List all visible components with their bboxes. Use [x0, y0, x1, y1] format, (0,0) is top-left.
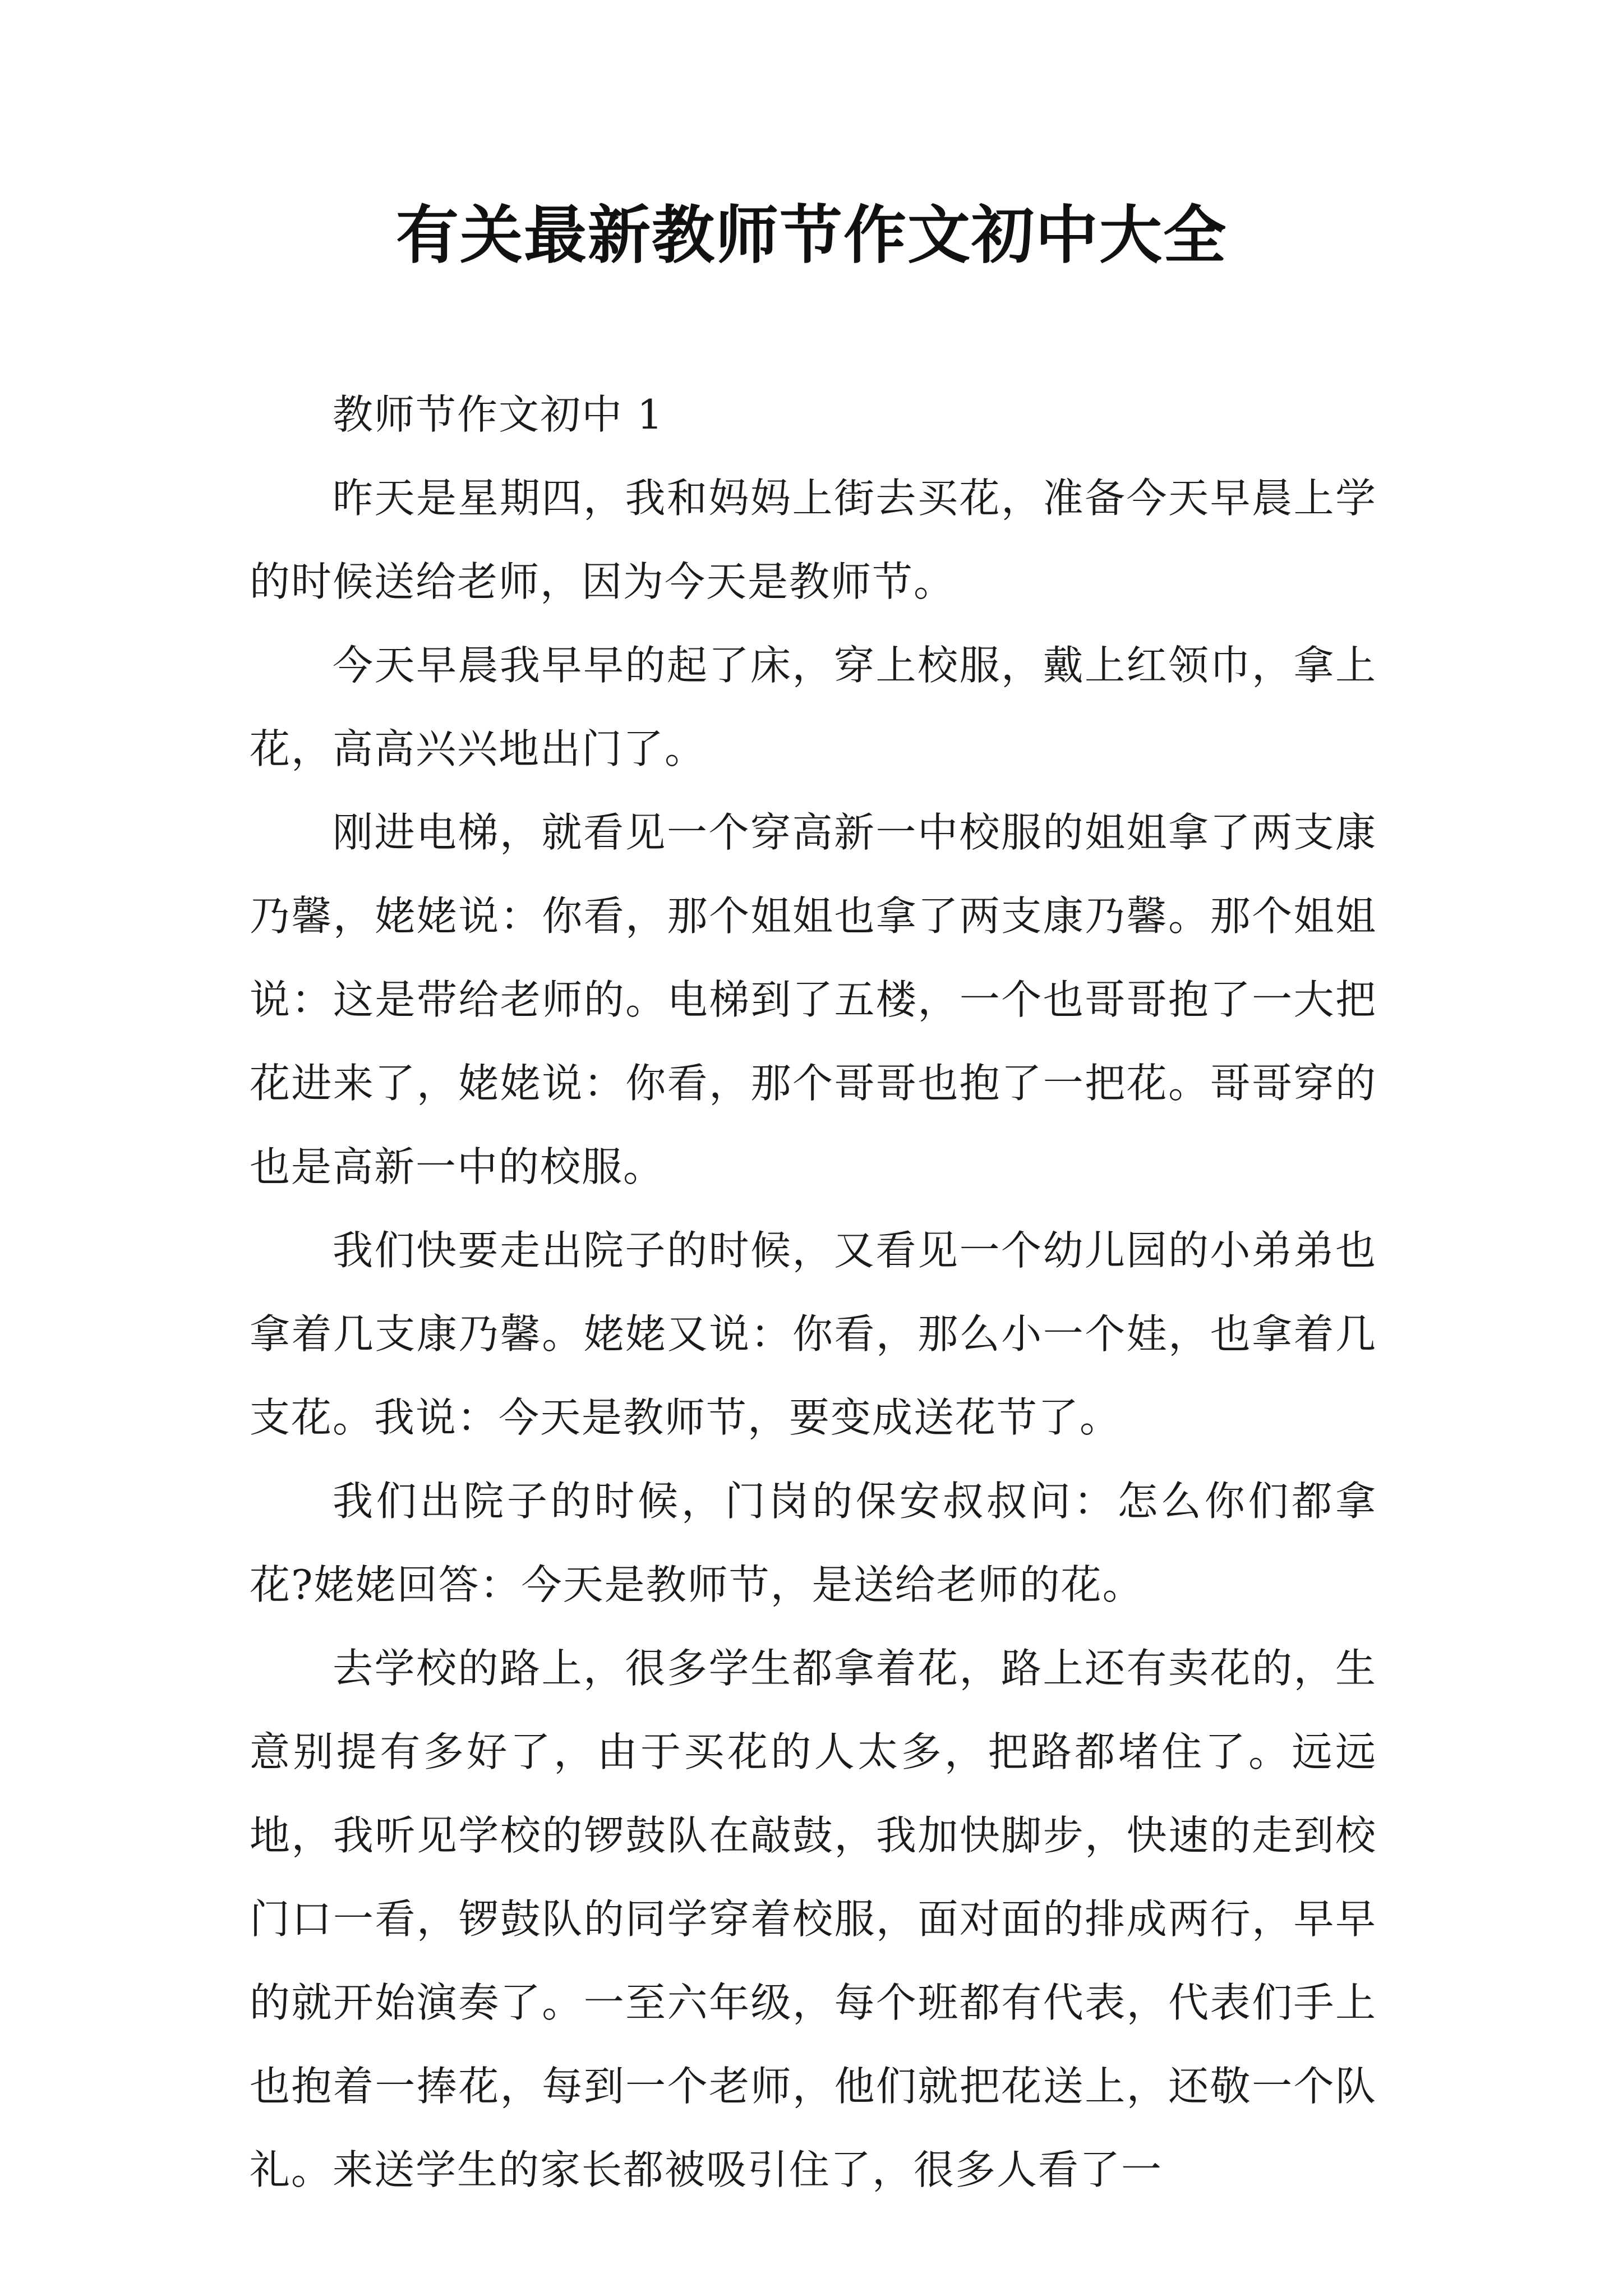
paragraph: 去学校的路上，很多学生都拿着花，路上还有卖花的，生意别提有多好了，由于买花的人太多，把路都堵住了。远远地，我听见学校的锣鼓队在敲鼓，我加快脚步，快速的走到校门口一看，锣鼓队的同学穿着校服，面对面的排成两行，早早的就开始演奏了。一至六年级，每个班都有代表，代表们手上也抱着一捧花，每到一个老师，他们就把花送上，还敬一个队礼。来送学生的家长都被吸引住了，很多人看了一 — [250, 1645, 1377, 2193]
paragraph: 我们快要走出院子的时候，又看见一个幼儿园的小弟弟也拿着几支康乃馨。姥姥又说：你看，那么小一个娃，也拿着几支花。我说：今天是教师节，要变成送花节了。 — [250, 1227, 1377, 1441]
paragraph: 我们出院子的时候，门岗的保安叔叔问：怎么你们都拿花?姥姥回答：今天是教师节，是送给老师的花。 — [250, 1478, 1377, 1608]
paragraph-heading: 教师节作文初中 1 — [333, 391, 664, 438]
paragraph: 昨天是星期四，我和妈妈上街去买花，准备今天早晨上学的时候送给老师，因为今天是教师节。 — [250, 475, 1377, 605]
document-body — [250, 373, 1377, 2212]
paragraph: 刚进电梯，就看见一个穿高新一中校服的姐姐拿了两支康乃馨，姥姥说：你看，那个姐姐也拿了两支康乃馨。那个姐姐说：这是带给老师的。电梯到了五楼，一个也哥哥抱了一大把花进来了，姥姥说：你看，那个哥哥也抱了一把花。哥哥穿的也是高新一中的校服。 — [250, 809, 1377, 1190]
paragraph: 今天早晨我早早的起了床，穿上校服，戴上红领巾，拿上花，高高兴兴地出门了。 — [250, 642, 1377, 772]
document-title: 有关最新教师节作文初中大全 — [396, 199, 1227, 272]
